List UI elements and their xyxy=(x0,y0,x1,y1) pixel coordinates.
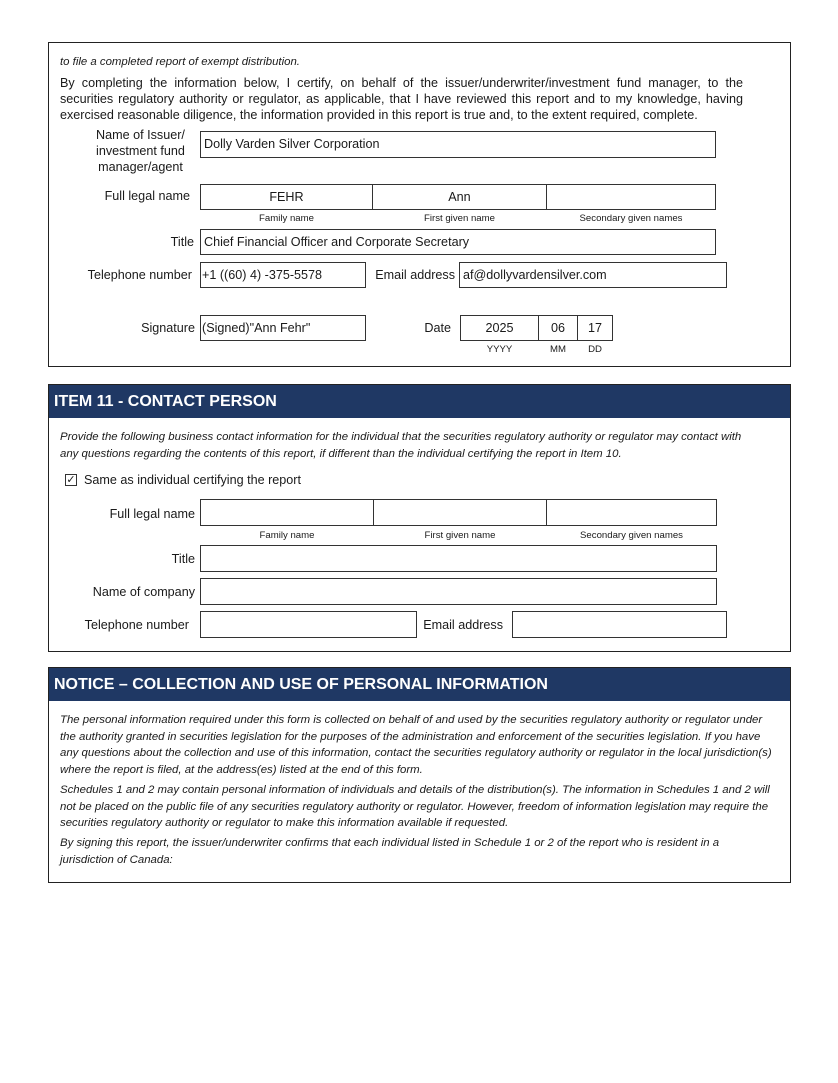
contact-secondary-given-names-caption: Secondary given names xyxy=(580,530,683,541)
telephone-field[interactable]: +1 ((60) 4) -375-5578 xyxy=(200,262,366,288)
first-given-name-field[interactable]: Ann xyxy=(372,184,547,210)
contact-title-field[interactable] xyxy=(200,545,717,572)
contact-secondary-given-names-field[interactable] xyxy=(546,499,717,526)
family-name-field[interactable]: FEHR xyxy=(200,184,373,210)
same-as-label: Same as individual certifying the report xyxy=(84,473,302,487)
mm-caption: MM xyxy=(550,344,566,355)
notice-heading: NOTICE – COLLECTION AND USE OF PERSONAL INFORMATION xyxy=(49,668,790,701)
contact-first-given-name-caption: First given name xyxy=(424,530,496,541)
signature-label: Signature xyxy=(141,321,195,335)
yyyy-caption: YYYY xyxy=(486,344,513,355)
contact-first-given-name-field[interactable] xyxy=(373,499,547,526)
date-year-field[interactable]: 2025 xyxy=(460,315,539,341)
title-label: Title xyxy=(170,235,194,249)
date-day-field[interactable]: 17 xyxy=(577,315,613,341)
intro-italic-text: to file a completed report of exempt distribution. xyxy=(60,56,300,68)
telephone-label: Telephone number xyxy=(87,268,192,282)
contact-telephone-field[interactable] xyxy=(200,611,417,638)
issuer-name-label: Name of Issuer/ investment fund manager/agent xyxy=(96,128,185,174)
contact-person-section xyxy=(48,384,791,652)
certification-section xyxy=(48,42,791,367)
signature-field[interactable]: (Signed)"Ann Fehr" xyxy=(200,315,366,341)
date-month-field[interactable]: 06 xyxy=(538,315,578,341)
issuer-name-field[interactable]: Dolly Varden Silver Corporation xyxy=(200,131,716,158)
dd-caption: DD xyxy=(588,344,602,355)
family-name-caption: Family name xyxy=(259,213,314,224)
certification-text: By completing the information below, I certify, on behalf of the issuer/underwriter/investment fund manager, to the securities regulatory authority or regulator, as applicable, that I have reviewed this report and to my knowledge, having exercised reasonable diligence, the information provided in this report is true and, to the extent required, complete. xyxy=(60,76,743,122)
contact-person-heading: ITEM 11 - CONTACT PERSON xyxy=(49,385,790,418)
contact-email-field[interactable] xyxy=(512,611,727,638)
company-name-field[interactable] xyxy=(200,578,717,605)
contact-instructions: Provide the following business contact information for the individual that the securities regulatory authority or regulator may contact with any questions regarding the contents of this report, if different than the individual certifying the report in Item 10. xyxy=(60,431,742,460)
contact-title-label: Title xyxy=(171,552,195,566)
contact-email-label: Email address xyxy=(423,618,503,632)
date-label: Date xyxy=(424,321,451,335)
first-given-name-caption: First given name xyxy=(424,213,495,224)
full-legal-name-label: Full legal name xyxy=(104,189,190,203)
notice-paragraph-2: Schedules 1 and 2 may contain personal information of individuals and details of the distribution(s). The information in Schedules 1 and 2 will not be placed on the public file of any securities regulatory authority or regulator. However, freedom of information legislation may require the securities regulatory authority or regulator to make this information available if requested. xyxy=(60,784,770,829)
email-field[interactable]: af@dollyvardensilver.com xyxy=(459,262,727,288)
title-field[interactable]: Chief Financial Officer and Corporate Secretary xyxy=(200,229,716,255)
notice-section xyxy=(48,667,791,883)
same-as-checkbox[interactable] xyxy=(65,474,77,486)
notice-paragraph-1: The personal information required under this form is collected on behalf of and used by the securities regulatory authority or regulator under the authority granted in securities legislation for the purposes of the administration and enforcement of the securities legislation. If you have any questions about the collection and use of this information, contact the securities regulatory authority or regulator in the local jurisdiction(s) where the report is filed, at the address(es) listed at the end of this form. xyxy=(60,714,772,776)
contact-full-legal-name-label: Full legal name xyxy=(109,507,195,521)
contact-family-name-field[interactable] xyxy=(200,499,374,526)
secondary-given-names-field[interactable] xyxy=(546,184,716,210)
contact-family-name-caption: Family name xyxy=(259,530,315,541)
email-label: Email address xyxy=(375,268,455,282)
secondary-given-names-caption: Secondary given names xyxy=(579,213,683,224)
checkmark-icon: ✓ xyxy=(66,474,76,486)
company-name-label: Name of company xyxy=(92,585,195,599)
contact-telephone-label: Telephone number xyxy=(84,618,189,632)
notice-paragraph-3: By signing this report, the issuer/underwriter confirms that each individual listed in Schedule 1 or 2 of the report who is resident in a jurisdiction of Canada: xyxy=(60,837,720,866)
